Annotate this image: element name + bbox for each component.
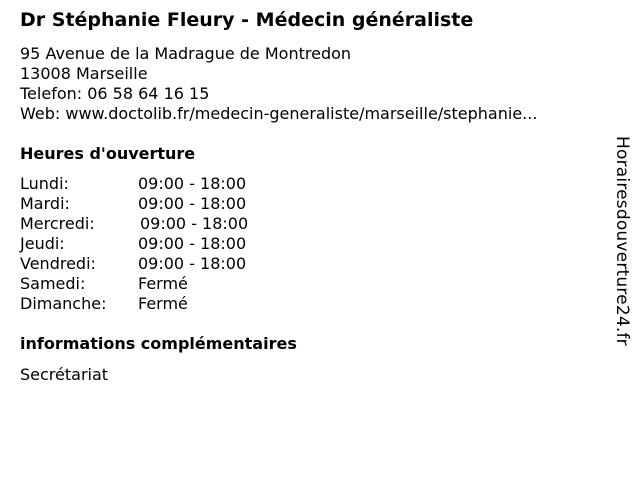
page-title: Dr Stéphanie Fleury - Médecin généraliste: [20, 9, 474, 31]
day-label: Mardi:: [20, 194, 70, 213]
day-label: Samedi:: [20, 274, 86, 293]
day-label: Jeudi:: [20, 234, 65, 253]
website-link[interactable]: Web: www.doctolib.fr/medecin-generaliste/marseille/stephanie...: [20, 104, 538, 123]
city: 13008 Marseille: [20, 64, 148, 83]
day-label: Dimanche:: [20, 294, 107, 313]
time-value: 09:00 - 18:00: [138, 234, 247, 253]
additional-info-heading: informations complémentaires: [20, 334, 297, 353]
site-watermark: Horairesdouverture24.fr: [612, 136, 632, 346]
time-value: 09:00 - 18:00: [138, 254, 247, 273]
day-label: Mercredi:: [20, 214, 95, 233]
opening-hours-heading: Heures d'ouverture: [20, 144, 196, 163]
street-address: 95 Avenue de la Madrague de Montredon: [20, 44, 352, 63]
additional-info-text: Secrétariat: [20, 365, 109, 384]
day-label: Vendredi:: [20, 254, 96, 273]
time-value: 09:00 - 18:00: [138, 174, 247, 193]
time-value: 09:00 - 18:00: [138, 194, 247, 213]
address-block: [20, 44, 537, 124]
time-value: Fermé: [138, 294, 188, 313]
time-value: Fermé: [138, 274, 188, 293]
time-value: 09:00 - 18:00: [140, 214, 249, 233]
day-label: Lundi:: [20, 174, 69, 193]
phone-number: Telefon: 06 58 64 16 15: [20, 84, 210, 103]
